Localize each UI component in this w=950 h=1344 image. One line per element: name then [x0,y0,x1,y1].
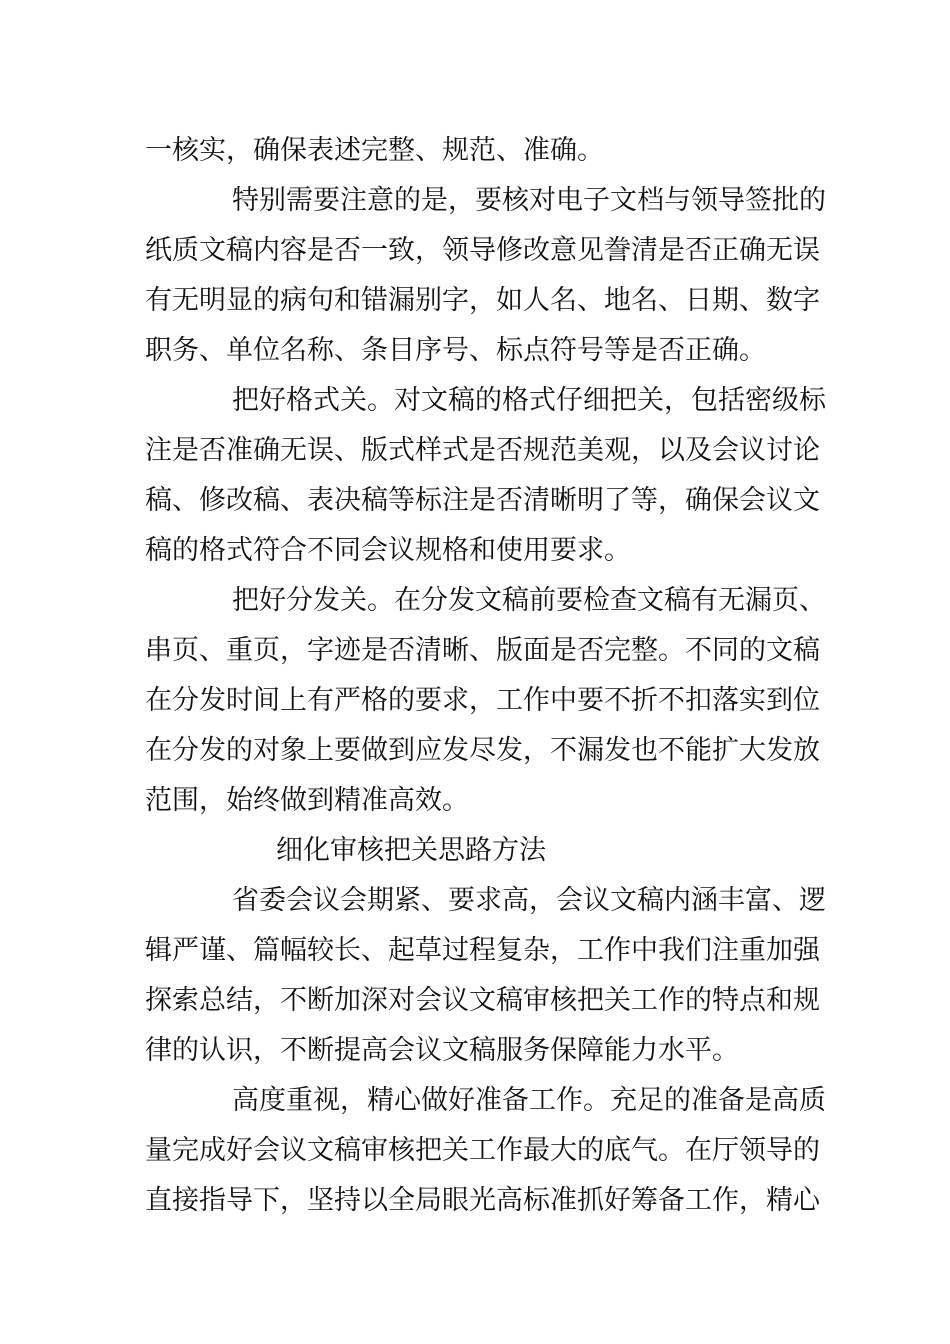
text-line: 纸质文稿内容是否一致，领导修改意见誊清是否正确无误 [145,235,820,266]
text-line: 稿的格式符合不同会议规格和使用要求。 [145,535,631,566]
text-line: 稿、修改稿、表决稿等标注是否清晰明了等，确保会议文 [145,485,820,516]
text-line: 一核实，确保表述完整、规范、准确。 [145,135,604,166]
text-line: 律的认识，不断提高会议文稿服务保障能力水平。 [145,1035,739,1066]
text-line: 注是否准确无误、版式样式是否规范美观，以及会议讨论 [145,435,820,466]
section-heading: 细化审核把关思路方法 [276,835,546,866]
text-line: 辑严谨、篇幅较长、起草过程复杂，工作中我们注重加强 [145,935,820,966]
text-line: 量完成好会议文稿审核把关工作最大的底气。在厅领导的 [145,1135,820,1166]
paragraph-first-line: 把好格式关。对文稿的格式仔细把关，包括密级标 [232,385,826,416]
text-line: 在分发时间上有严格的要求，工作中要不折不扣落实到位 [145,685,820,716]
paragraph-first-line: 高度重视，精心做好准备工作。充足的准备是高质 [232,1085,826,1116]
paragraph-first-line: 特别需要注意的是，要核对电子文档与领导签批的 [232,185,826,216]
text-line: 在分发的对象上要做到应发尽发，不漏发也不能扩大发放 [145,735,820,766]
text-line: 范围，始终做到精准高效。 [145,785,469,816]
paragraph-first-line: 省委会议会期紧、要求高，会议文稿内涵丰富、逻 [232,885,826,916]
document-body [145,126,826,1226]
text-line: 直接指导下，坚持以全局眼光高标准抓好筹备工作，精心 [145,1185,820,1216]
text-line: 探索总结，不断加深对会议文稿审核把关工作的特点和规 [145,985,820,1016]
text-line: 有无明显的病句和错漏别字，如人名、地名、日期、数字 [145,285,820,316]
paragraph-first-line: 把好分发关。在分发文稿前要检查文稿有无漏页、 [232,585,826,616]
text-line: 职务、单位名称、条目序号、标点符号等是否正确。 [145,335,766,366]
text-line: 串页、重页，字迹是否清晰、版面是否完整。不同的文稿 [145,635,820,666]
